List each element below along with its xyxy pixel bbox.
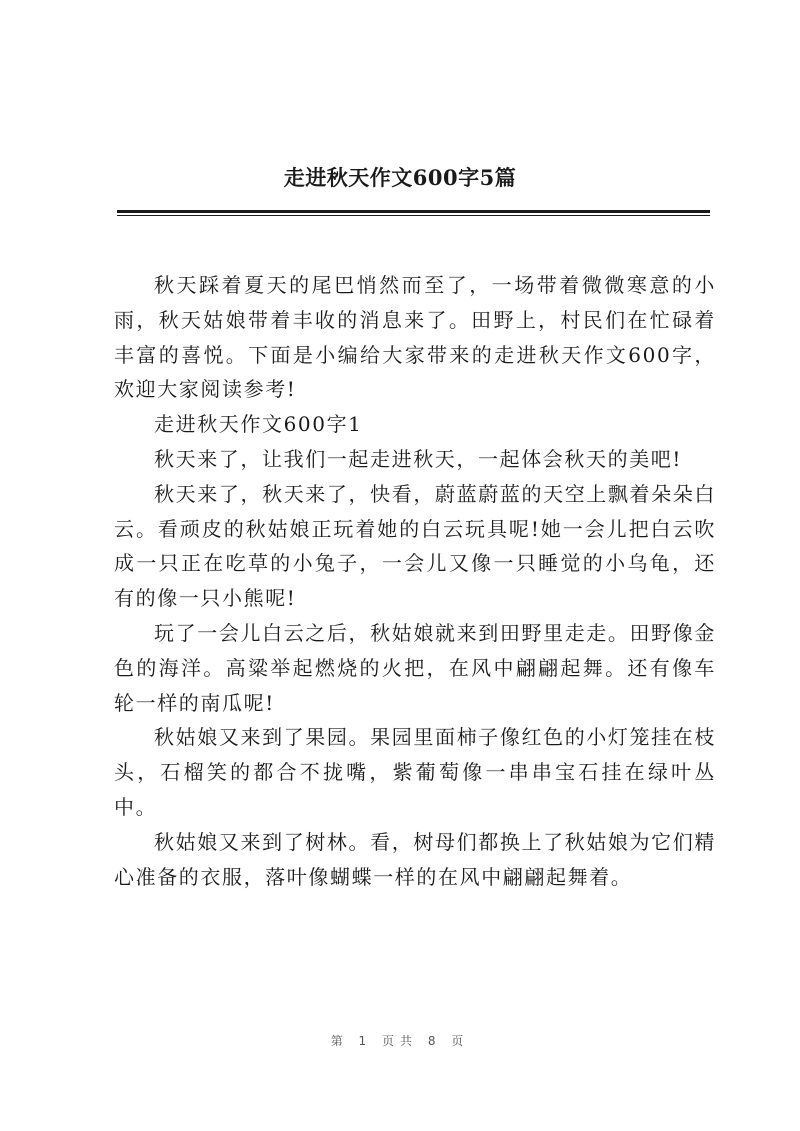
paragraph: 秋姑娘又来到了果园。果园里面柿子像红色的小灯笼挂在枝头，石榴笑的都合不拢嘴，紫葡萄像一串串宝石挂在绿叶丛中。 — [114, 725, 716, 819]
paragraph: 玩了一会儿白云之后，秋姑娘就来到田野里走走。田野像金色的海洋。高粱举起燃烧的火把，在风中翩翩起舞。还有像车轮一样的南瓜呢! — [114, 620, 716, 715]
title-divider-thick — [117, 210, 710, 213]
title-divider-thin — [117, 215, 710, 216]
section-heading: 走进秋天作文600字1 — [154, 412, 363, 437]
paragraph: 秋天来了，让我们一起走进秋天，一起体会秋天的美吧! — [154, 446, 683, 471]
paragraph-intro: 秋天踩着夏天的尾巴悄然而至了，一场带着微微寒意的小雨，秋天姑娘带着丰收的消息来了。田野上，村民们在忙碌着丰富的喜悦。下面是小编给大家带来的走进秋天作文600字，欢迎大家阅读参考! — [114, 273, 716, 402]
paragraph: 秋天来了，秋天来了，快看，蔚蓝蔚蓝的天空上飘着朵朵白云。看顽皮的秋姑娘正玩着她的白云玩具呢!她一会儿把白云吹成一只正在吃草的小兔子，一会儿又像一只睡觉的小乌龟，还有的像一只小熊呢! — [114, 481, 716, 611]
paragraph: 秋姑娘又来到了树林。看，树母们都换上了秋姑娘为它们精心准备的衣服，落叶像蝴蝶一样的在风中翩翩起舞着。 — [114, 829, 716, 889]
document-body — [114, 268, 716, 894]
page-number-footer: 第 1 页共 8 页 — [330, 1034, 470, 1048]
page-title: 走进秋天作文600字5篇 — [283, 165, 517, 190]
